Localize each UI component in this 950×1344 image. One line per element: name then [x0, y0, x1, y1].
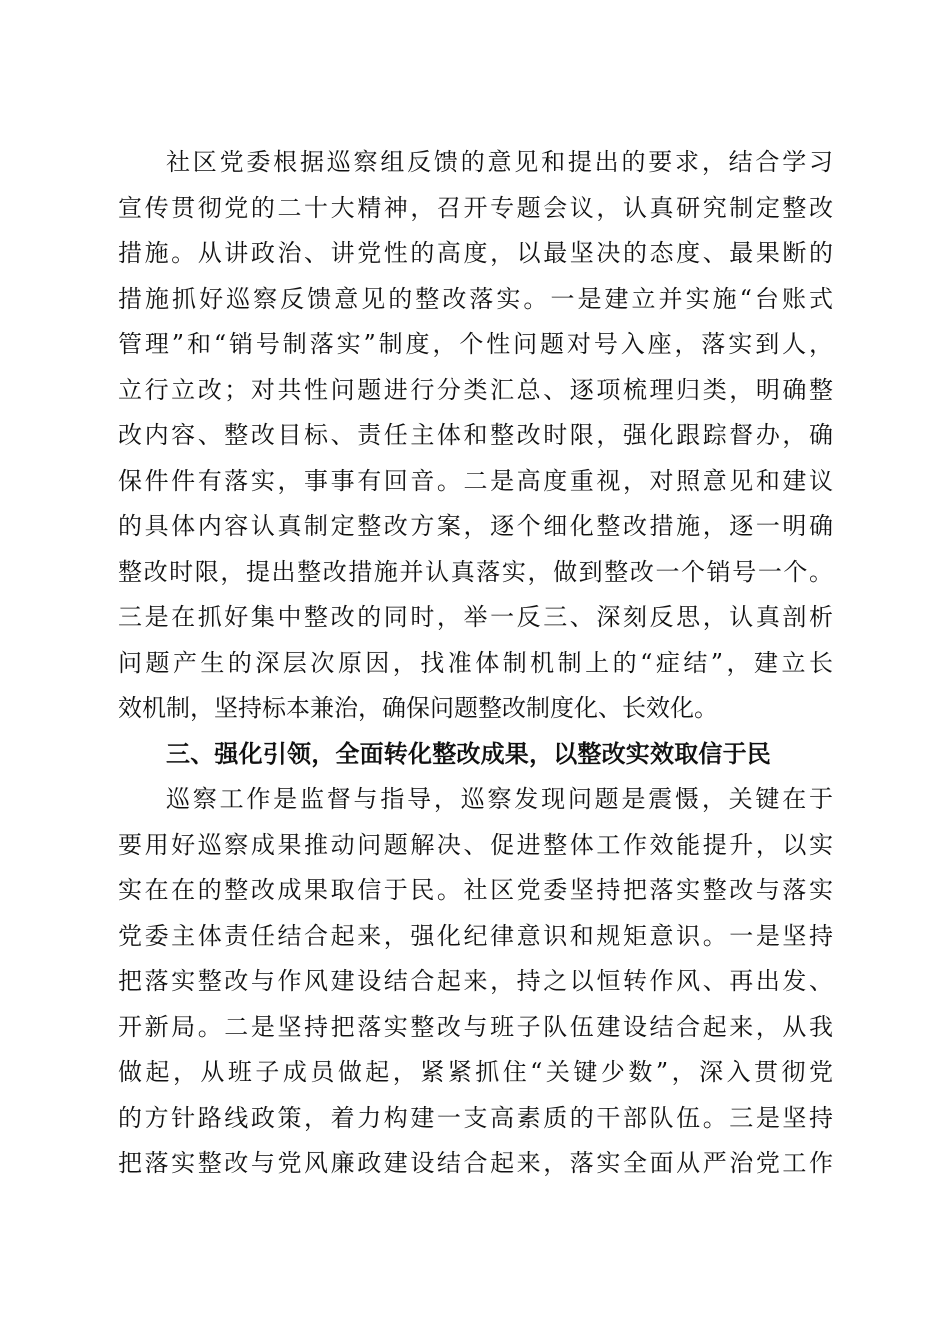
text-line: 效机制，坚持标本兼治，确保问题整改制度化、长效化。 [118, 694, 718, 722]
text-line: 三是在抓好集中整改的同时，举一反三、深刻反思，认真剖析 [118, 603, 833, 631]
text-line: 实在在的整改成果取信于民。社区党委坚持把落实整改与落实 [118, 876, 833, 904]
text-line: 问题产生的深层次原因，找准体制机制上的“症结”，建立长 [118, 648, 833, 677]
text-line: 措施。从讲政治、讲党性的高度，以最坚决的态度、最果断的 [118, 239, 833, 267]
text-line: 措施抓好巡察反馈意见的整改落实。一是建立并实施“台账式 [118, 284, 833, 313]
text-line: 把落实整改与党风廉政建设结合起来，落实全面从严治党工作 [118, 1149, 833, 1177]
paragraph-inspection-results [118, 777, 833, 1187]
text-line: 立行立改；对共性问题进行分类汇总、逐项梳理归类，明确整 [118, 375, 833, 404]
document-body [118, 140, 833, 1187]
text-line: 管理”和“销号制落实”制度，个性问题对号入座，落实到人， [118, 330, 833, 358]
text-line: 宣传贯彻党的二十大精神，召开专题会议，认真研究制定整改 [118, 193, 833, 222]
text-line: 开新局。二是坚持把落实整改与班子队伍建设结合起来，从我 [118, 1012, 833, 1041]
text-line: 巡察工作是监督与指导，巡察发现问题是震慑，关键在于 [166, 785, 833, 813]
text-line: 的具体内容认真制定整改方案，逐个细化整改措施，逐一明确 [118, 512, 833, 540]
text-line: 整改时限，提出整改措施并认真落实，做到整改一个销号一个。 [118, 557, 833, 586]
text-line: 的方针路线政策，着力构建一支高素质的干部队伍。三是坚持 [118, 1103, 833, 1132]
text-line: 社区党委根据巡察组反馈的意见和提出的要求，结合学习 [166, 148, 833, 176]
text-line: 要用好巡察成果推动问题解决、促进整体工作效能提升，以实 [118, 830, 833, 859]
section-heading-3: 三、强化引领，全面转化整改成果，以整改实效取信于民 [166, 739, 771, 768]
text-line: 党委主体责任结合起来，强化纪律意识和规矩意识。一是坚持 [118, 921, 833, 950]
text-line: 改内容、整改目标、责任主体和整改时限，强化跟踪督办，确 [118, 421, 833, 449]
text-line: 把落实整改与作风建设结合起来，持之以恒转作风、再出发、 [118, 967, 833, 995]
text-line: 做起，从班子成员做起，紧紧抓住“关键少数”，深入贯彻党 [118, 1058, 833, 1086]
text-line: 保件件有落实，事事有回音。二是高度重视，对照意见和建议 [118, 466, 833, 495]
paragraph-rectification-measures [118, 140, 833, 732]
